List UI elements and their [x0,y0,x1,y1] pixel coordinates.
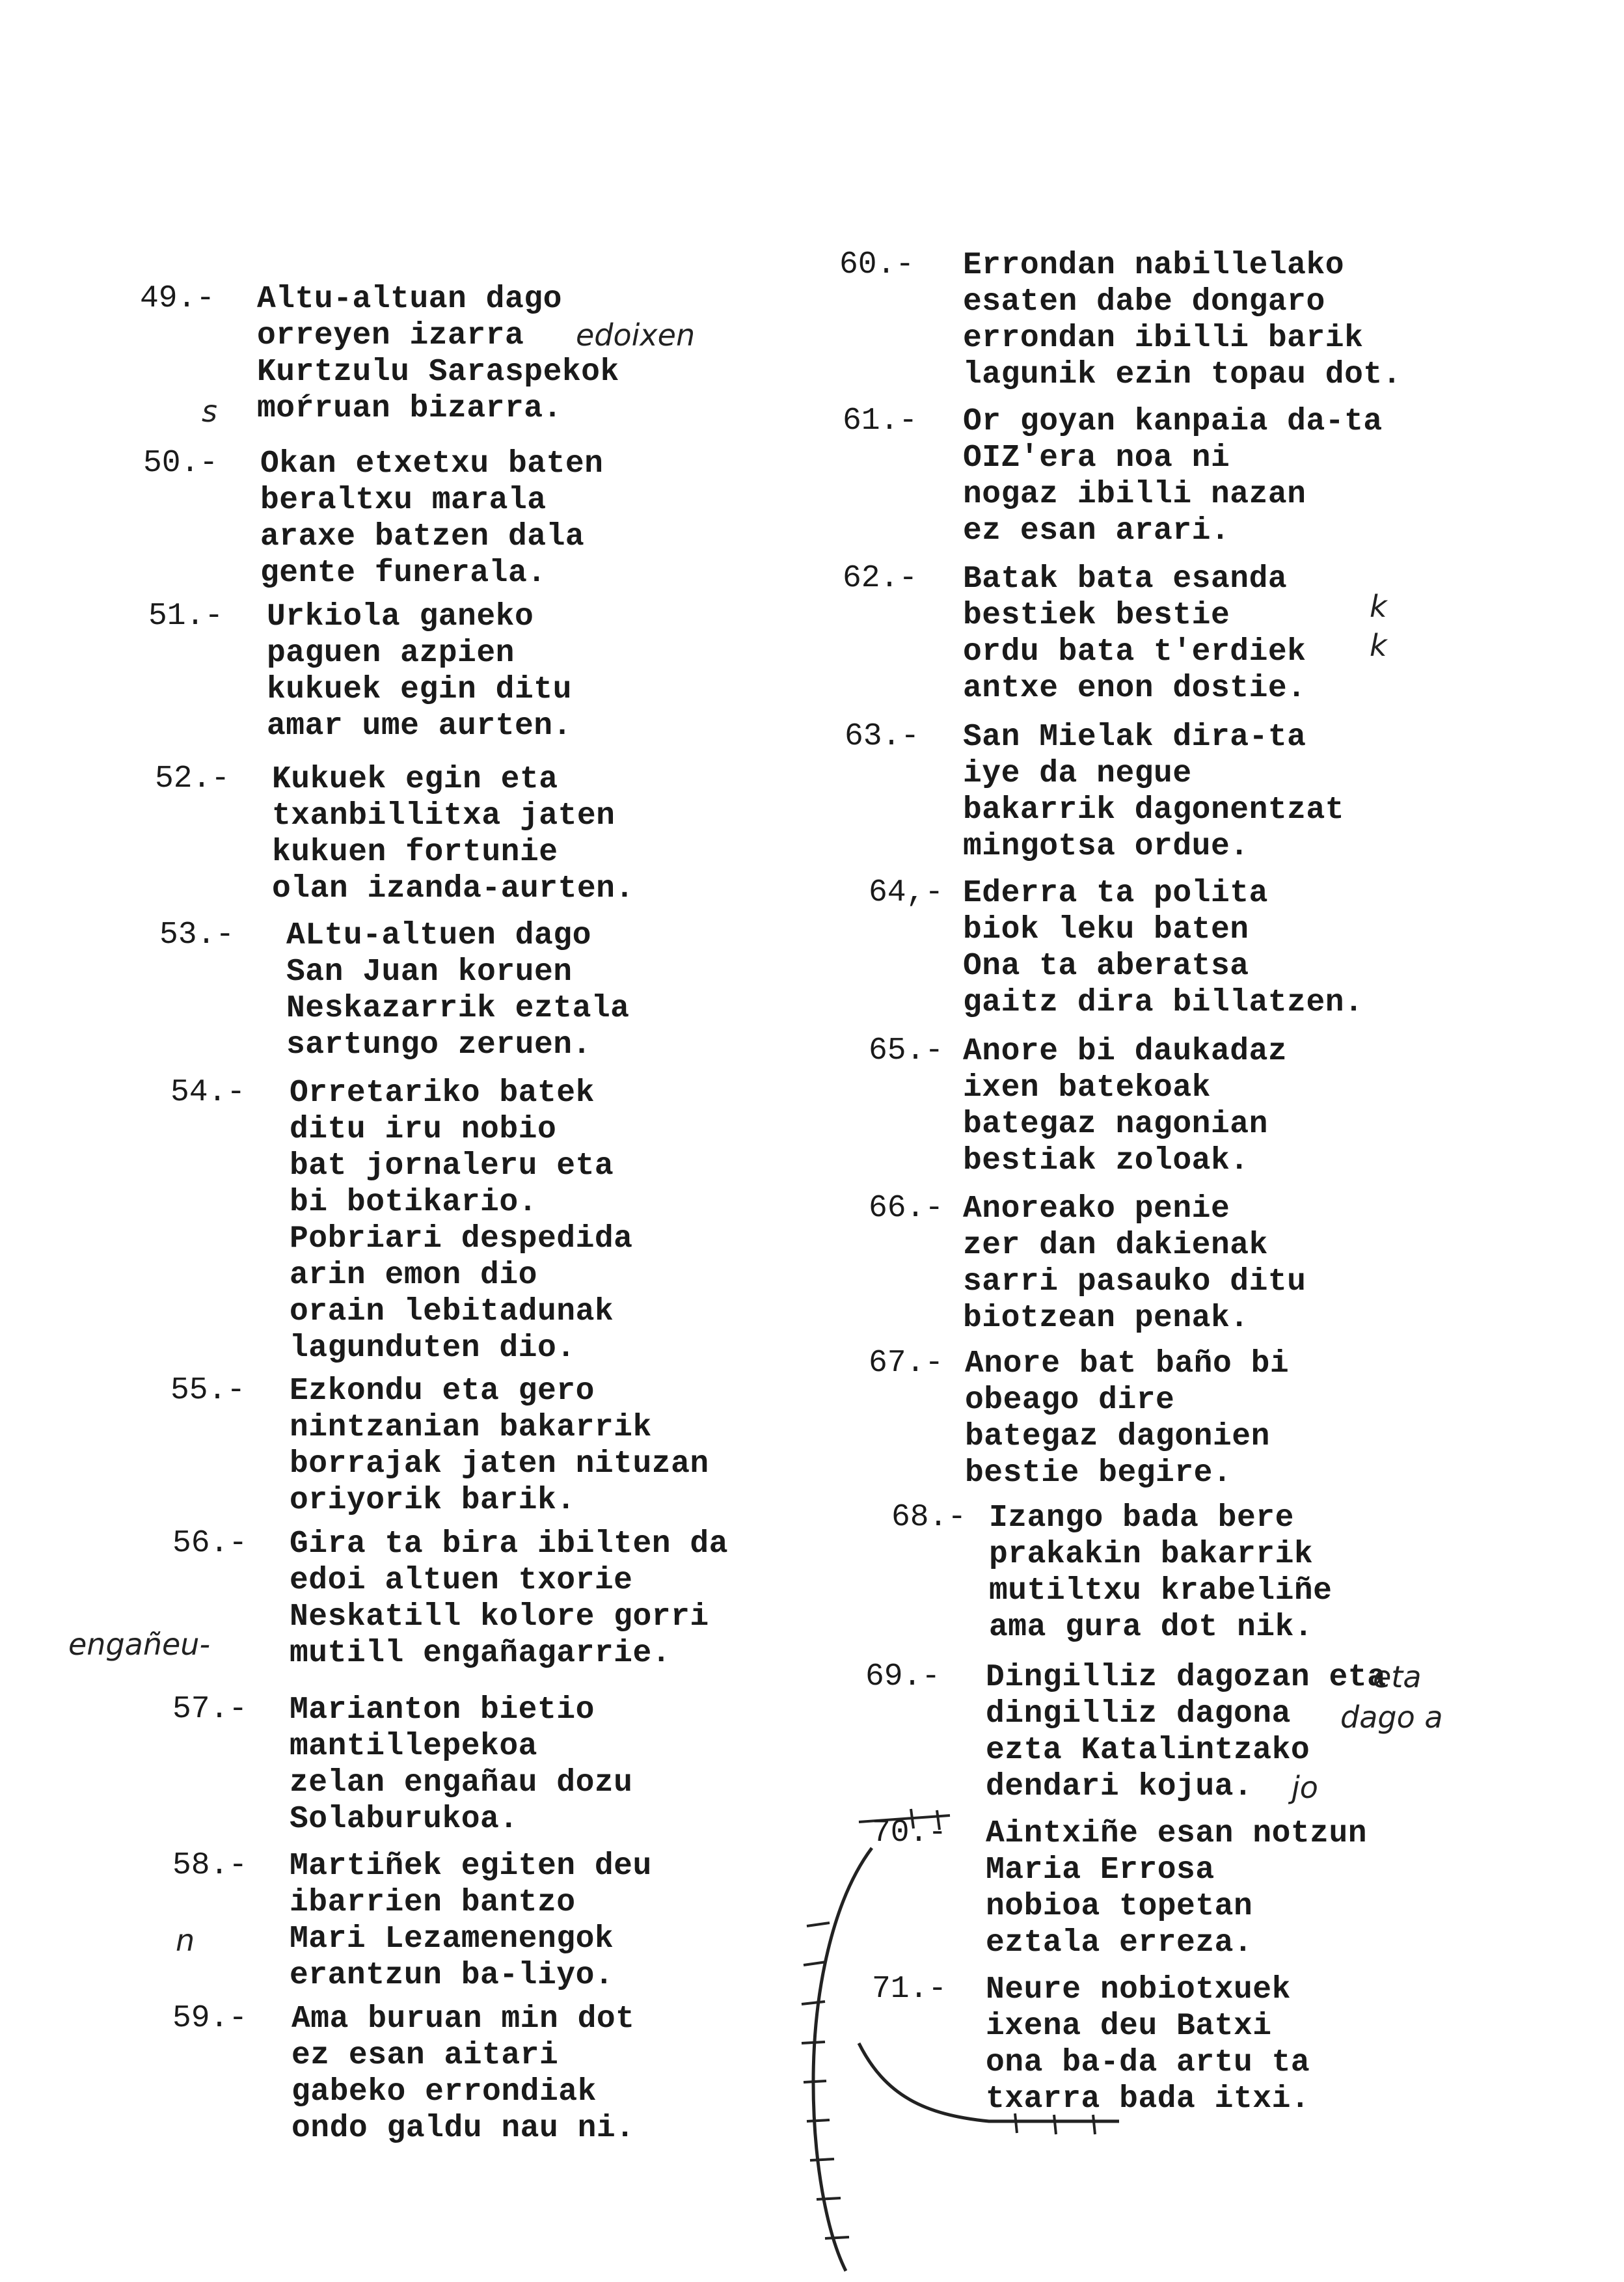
verse-line: biotzean penak. [963,1301,1249,1336]
verse-line: Ama buruan min dot [291,2002,635,2037]
stanza-number: 68.- [891,1500,967,1535]
stanza-number: 55.- [170,1373,246,1408]
verse-line: zelan engañau dozu [290,1765,633,1800]
verse-line: Orretariko batek [290,1076,595,1111]
verse-line: iye da negue [963,756,1192,791]
verse-line: txanbillitxa jaten [272,798,616,834]
verse-line: bakarrik dagonentzat [963,793,1345,828]
verse-line: Altu-altuan dago [257,282,562,317]
verse-line: moŕruan bizarra. [257,391,562,426]
stanza-number: 64,- [869,875,944,910]
verse-line: esaten dabe dongaro [963,284,1325,319]
verse-line: ondo galdu nau ni. [291,2111,635,2146]
verse-line: lagunduten dio. [290,1331,576,1366]
verse-line: eztala erreza. [986,1925,1253,1961]
verse-line: Neskazarrik eztala [286,991,630,1026]
stanza-number: 60.- [839,247,915,282]
verse-line: dendari kojua. [986,1769,1253,1804]
stanza-number: 53.- [159,917,235,953]
verse-line: Anore bi daukadaz [963,1034,1288,1069]
verse-line: Martiñek egiten deu [290,1849,652,1884]
stanza-number: 71.- [872,1972,947,2007]
handwritten-note: eta [1373,1659,1422,1694]
verse-line: ALtu-altuen dago [286,918,591,953]
stanza-number: 61.- [843,403,918,439]
verse-line: Maria Errosa [986,1853,1215,1888]
verse-line: Gira ta bira ibilten da [290,1527,729,1562]
verse-line: gabeko errondiak [291,2074,597,2110]
stanza-number: 57.- [172,1692,248,1727]
handwritten-note: dago a [1340,1700,1443,1735]
verse-line: antxe enon dostie. [963,671,1306,706]
verse-line: oriyorik barik. [290,1483,576,1518]
verse-line: ibarrien bantzo [290,1885,576,1920]
verse-line: ixena deu Batxi [986,2009,1272,2044]
verse-line: nobioa topetan [986,1889,1253,1924]
verse-line: orreyen izarra [257,318,524,353]
verse-line: kukuek egin ditu [267,672,572,707]
verse-line: edoi altuen txorie [290,1563,633,1598]
verse-line: Pobriari despedida [290,1221,633,1256]
verse-line: mutiltxu krabeliñe [989,1573,1333,1609]
stanza-number: 59.- [172,2001,248,2036]
stanza-number: 54.- [170,1075,246,1110]
stanza-number: 51.- [148,599,224,634]
verse-line: mutill engañagarrie. [290,1636,671,1671]
verse-line: orain lebitadunak [290,1294,614,1329]
verse-line: bi botikario. [290,1185,537,1220]
verse-line: Anoreako penie [963,1191,1230,1227]
verse-line: Neskatill kolore gorri [290,1599,709,1635]
verse-line: Urkiola ganeko [267,599,534,634]
verse-line: gaitz dira billatzen. [963,985,1364,1020]
verse-line: Marianton bietio [290,1692,595,1728]
verse-line: Ederra ta polita [963,876,1268,911]
verse-line: Aintxiñe esan notzun [986,1816,1368,1851]
stanza-number: 66.- [869,1191,944,1226]
verse-line: bestiek bestie [963,598,1230,633]
verse-line: bestie begire. [965,1456,1232,1491]
verse-line: Anore bat baño bi [965,1346,1290,1381]
verse-line: Ezkondu eta gero [290,1374,595,1409]
stanza-number: 50.- [143,446,219,481]
verse-line: ama gura dot nik. [989,1610,1314,1645]
verse-line: biok leku baten [963,912,1249,947]
handwritten-note: jo [1292,1770,1318,1805]
verse-line: bestiak zoloak. [963,1143,1249,1178]
verse-line: zer dan dakienak [963,1228,1268,1263]
verse-line: mingotsa ordue. [963,829,1249,864]
verse-line: prakakin bakarrik [989,1537,1314,1572]
stanza-number: 70.- [872,1815,947,1851]
verse-line: bategaz dagonien [965,1419,1270,1454]
verse-line: lagunik ezin topau dot. [963,357,1402,392]
verse-line: ditu iru nobio [290,1112,557,1147]
verse-line: bat jornaleru eta [290,1148,614,1184]
verse-line: ez esan aitari [291,2038,559,2073]
verse-line: nintzanian bakarrik [290,1410,652,1445]
stanza-number: 52.- [155,761,230,796]
stanza-number: 67.- [869,1346,944,1381]
stanza-number: 58.- [172,1848,248,1883]
verse-line: Dingilliz dagozan eta [986,1660,1387,1695]
verse-line: Kurtzulu Saraspekok [257,355,619,390]
verse-line: olan izanda-aurten. [272,871,634,906]
handwritten-note: s [202,394,217,429]
stanza-number: 69.- [865,1659,941,1694]
verse-line: Ona ta aberatsa [963,949,1249,984]
verse-line: Okan etxetxu baten [260,446,604,482]
stanza-number: 65.- [869,1033,944,1068]
verse-line: San Juan koruen [286,955,573,990]
verse-line: nogaz ibilli nazan [963,477,1306,512]
verse-line: sartungo zeruen. [286,1027,591,1063]
verse-line: Izango bada bere [989,1501,1294,1536]
verse-line: amar ume aurten. [267,709,572,744]
verse-line: Neure nobiotxuek [986,1972,1291,2007]
verse-line: Mari Lezamenengok [290,1922,614,1957]
handwritten-note: engañeu- [68,1627,211,1662]
verse-line: mantillepekoa [290,1729,537,1764]
verse-line: Or goyan kanpaia da-ta [963,404,1383,439]
verse-line: Batak bata esanda [963,562,1288,597]
stanza-number: 49.- [140,281,215,316]
verse-line: ona ba-da artu ta [986,2045,1310,2080]
verse-line: OIZ'era noa ni [963,441,1230,476]
verse-line: beraltxu marala [260,483,547,518]
verse-line: obeago dire [965,1383,1175,1418]
verse-line: dingilliz dagona [986,1696,1291,1732]
verse-line: paguen azpien [267,636,515,671]
handwritten-note: k [1370,628,1387,663]
stanza-number: 56.- [172,1526,248,1561]
verse-line: kukuen fortunie [272,835,558,870]
verse-line: sarri pasauko ditu [963,1264,1306,1299]
verse-line: Solaburukoa. [290,1802,519,1837]
verse-line: araxe batzen dala [260,519,585,554]
verse-line: bategaz nagonian [963,1107,1268,1142]
verse-line: ez esan arari. [963,513,1230,549]
verse-line: erantzun ba-liyo. [290,1958,614,1993]
verse-line: Kukuek egin eta [272,762,558,797]
handwritten-note: n [176,1923,195,1958]
verse-line: ixen batekoak [963,1070,1211,1106]
verse-line: ezta Katalintzako [986,1733,1310,1768]
handwritten-note: k [1370,589,1387,624]
verse-line: gente funerala. [260,556,547,591]
verse-line: arin emon dio [290,1258,537,1293]
stanza-number: 63.- [845,719,920,754]
verse-line: San Mielak dira-ta [963,720,1306,755]
verse-line: txarra bada itxi. [986,2082,1310,2117]
handwritten-note: edoixen [576,318,696,353]
verse-line: Errondan nabillelako [963,248,1345,283]
verse-line: errondan ibilli barik [963,321,1364,356]
verse-line: borrajak jaten nituzan [290,1447,709,1482]
stanza-number: 62.- [843,561,918,596]
verse-line: ordu bata t'erdiek [963,634,1306,670]
left-bracket-line [813,1848,872,2271]
